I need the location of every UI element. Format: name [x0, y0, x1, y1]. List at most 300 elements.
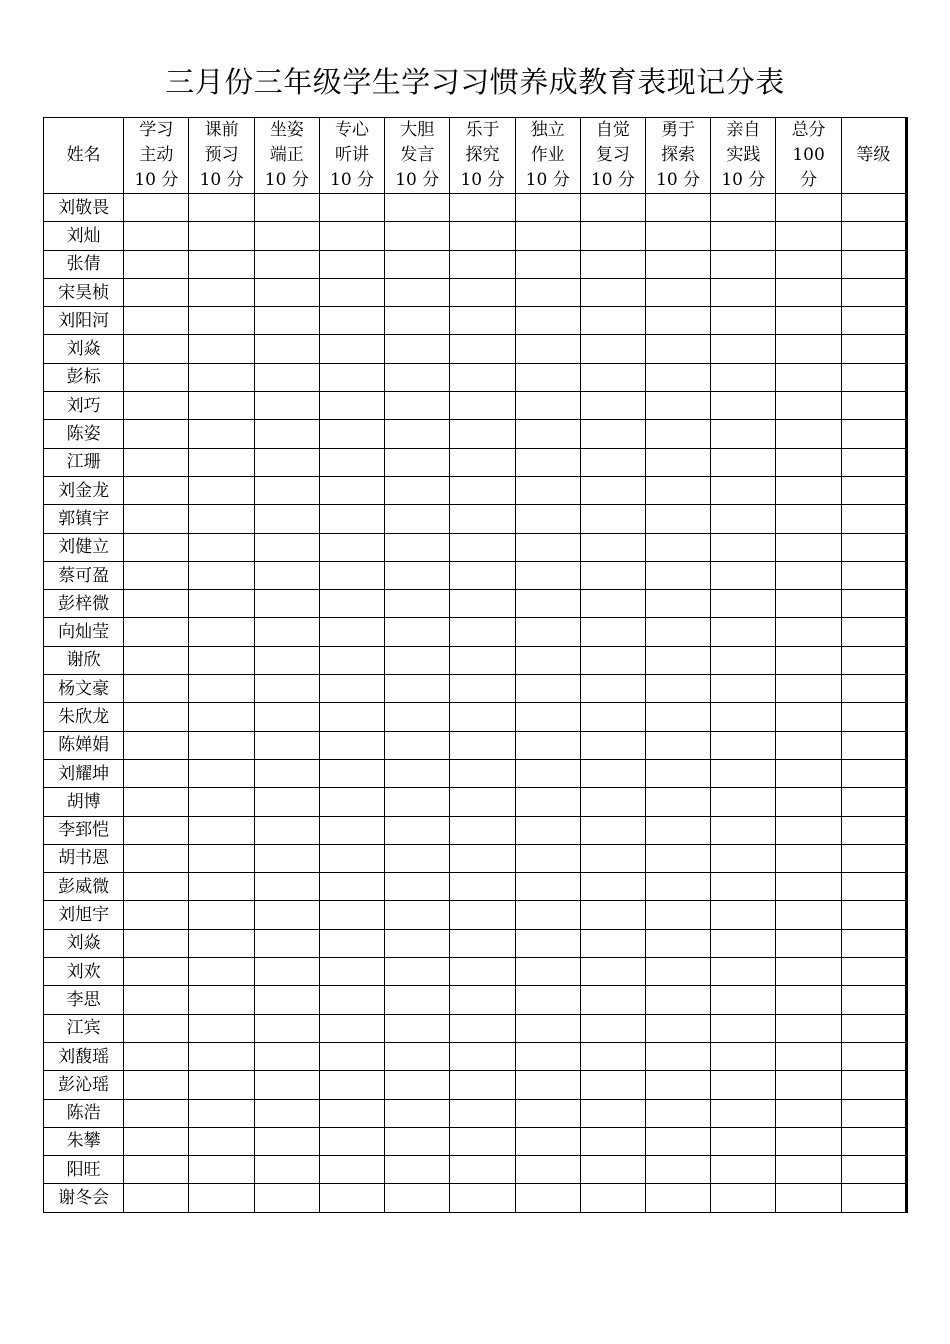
score-cell[interactable] [711, 1099, 776, 1127]
score-cell[interactable] [776, 986, 841, 1014]
score-cell[interactable] [385, 1127, 450, 1155]
score-cell[interactable] [580, 505, 645, 533]
score-cell[interactable] [124, 448, 189, 476]
score-cell[interactable] [124, 1071, 189, 1099]
score-cell[interactable] [450, 1099, 515, 1127]
score-cell[interactable] [776, 646, 841, 674]
score-cell[interactable] [711, 222, 776, 250]
score-cell[interactable] [254, 816, 319, 844]
score-cell[interactable] [189, 646, 254, 674]
score-cell[interactable] [515, 873, 580, 901]
score-cell[interactable] [450, 844, 515, 872]
score-cell[interactable] [319, 1071, 384, 1099]
score-cell[interactable] [515, 1071, 580, 1099]
score-cell[interactable] [254, 703, 319, 731]
score-cell[interactable] [580, 533, 645, 561]
grade-cell[interactable] [841, 646, 906, 674]
score-cell[interactable] [254, 533, 319, 561]
score-cell[interactable] [646, 788, 711, 816]
grade-cell[interactable] [841, 505, 906, 533]
score-cell[interactable] [711, 675, 776, 703]
score-cell[interactable] [385, 675, 450, 703]
score-cell[interactable] [385, 476, 450, 504]
score-cell[interactable] [189, 335, 254, 363]
score-cell[interactable] [385, 448, 450, 476]
score-cell[interactable] [580, 618, 645, 646]
score-cell[interactable] [385, 958, 450, 986]
score-cell[interactable] [580, 476, 645, 504]
grade-cell[interactable] [841, 533, 906, 561]
score-cell[interactable] [254, 1184, 319, 1212]
score-cell[interactable] [124, 618, 189, 646]
grade-cell[interactable] [841, 986, 906, 1014]
grade-cell[interactable] [841, 731, 906, 759]
score-cell[interactable] [189, 363, 254, 391]
grade-cell[interactable] [841, 1156, 906, 1184]
score-cell[interactable] [776, 703, 841, 731]
score-cell[interactable] [450, 929, 515, 957]
score-cell[interactable] [776, 250, 841, 278]
score-cell[interactable] [580, 278, 645, 306]
score-cell[interactable] [319, 675, 384, 703]
score-cell[interactable] [385, 703, 450, 731]
grade-cell[interactable] [841, 278, 906, 306]
score-cell[interactable] [450, 1071, 515, 1099]
score-cell[interactable] [450, 958, 515, 986]
score-cell[interactable] [776, 759, 841, 787]
score-cell[interactable] [385, 646, 450, 674]
score-cell[interactable] [385, 929, 450, 957]
score-cell[interactable] [580, 194, 645, 222]
score-cell[interactable] [515, 448, 580, 476]
score-cell[interactable] [319, 958, 384, 986]
score-cell[interactable] [580, 788, 645, 816]
grade-cell[interactable] [841, 1099, 906, 1127]
score-cell[interactable] [580, 958, 645, 986]
score-cell[interactable] [646, 222, 711, 250]
score-cell[interactable] [711, 816, 776, 844]
score-cell[interactable] [711, 363, 776, 391]
score-cell[interactable] [646, 873, 711, 901]
score-cell[interactable] [189, 844, 254, 872]
grade-cell[interactable] [841, 703, 906, 731]
score-cell[interactable] [450, 986, 515, 1014]
score-cell[interactable] [254, 1127, 319, 1155]
score-cell[interactable] [580, 1071, 645, 1099]
score-cell[interactable] [776, 420, 841, 448]
score-cell[interactable] [711, 788, 776, 816]
score-cell[interactable] [319, 1042, 384, 1070]
score-cell[interactable] [319, 590, 384, 618]
score-cell[interactable] [450, 533, 515, 561]
score-cell[interactable] [385, 816, 450, 844]
score-cell[interactable] [189, 1071, 254, 1099]
score-cell[interactable] [450, 788, 515, 816]
score-cell[interactable] [646, 448, 711, 476]
score-cell[interactable] [515, 1099, 580, 1127]
score-cell[interactable] [385, 788, 450, 816]
score-cell[interactable] [515, 929, 580, 957]
score-cell[interactable] [450, 901, 515, 929]
score-cell[interactable] [646, 1156, 711, 1184]
grade-cell[interactable] [841, 335, 906, 363]
score-cell[interactable] [124, 844, 189, 872]
score-cell[interactable] [776, 505, 841, 533]
score-cell[interactable] [646, 901, 711, 929]
score-cell[interactable] [124, 958, 189, 986]
score-cell[interactable] [711, 759, 776, 787]
score-cell[interactable] [580, 590, 645, 618]
score-cell[interactable] [385, 590, 450, 618]
score-cell[interactable] [646, 194, 711, 222]
score-cell[interactable] [189, 759, 254, 787]
score-cell[interactable] [580, 363, 645, 391]
score-cell[interactable] [515, 1156, 580, 1184]
score-cell[interactable] [124, 363, 189, 391]
score-cell[interactable] [776, 788, 841, 816]
score-cell[interactable] [515, 194, 580, 222]
score-cell[interactable] [515, 307, 580, 335]
score-cell[interactable] [319, 901, 384, 929]
grade-cell[interactable] [841, 194, 906, 222]
score-cell[interactable] [319, 448, 384, 476]
score-cell[interactable] [646, 1014, 711, 1042]
score-cell[interactable] [580, 1127, 645, 1155]
score-cell[interactable] [646, 731, 711, 759]
score-cell[interactable] [776, 844, 841, 872]
score-cell[interactable] [580, 307, 645, 335]
score-cell[interactable] [189, 222, 254, 250]
score-cell[interactable] [515, 1042, 580, 1070]
score-cell[interactable] [711, 901, 776, 929]
score-cell[interactable] [580, 986, 645, 1014]
score-cell[interactable] [450, 476, 515, 504]
score-cell[interactable] [711, 590, 776, 618]
score-cell[interactable] [450, 250, 515, 278]
score-cell[interactable] [776, 929, 841, 957]
score-cell[interactable] [385, 307, 450, 335]
score-cell[interactable] [189, 561, 254, 589]
score-cell[interactable] [646, 561, 711, 589]
score-cell[interactable] [450, 420, 515, 448]
score-cell[interactable] [254, 307, 319, 335]
score-cell[interactable] [515, 788, 580, 816]
score-cell[interactable] [189, 986, 254, 1014]
score-cell[interactable] [254, 222, 319, 250]
score-cell[interactable] [646, 335, 711, 363]
score-cell[interactable] [189, 1127, 254, 1155]
score-cell[interactable] [385, 1184, 450, 1212]
score-cell[interactable] [646, 703, 711, 731]
score-cell[interactable] [646, 533, 711, 561]
score-cell[interactable] [776, 675, 841, 703]
score-cell[interactable] [450, 1042, 515, 1070]
score-cell[interactable] [515, 618, 580, 646]
grade-cell[interactable] [841, 1071, 906, 1099]
score-cell[interactable] [124, 759, 189, 787]
score-cell[interactable] [776, 278, 841, 306]
score-cell[interactable] [450, 618, 515, 646]
score-cell[interactable] [189, 420, 254, 448]
score-cell[interactable] [124, 476, 189, 504]
score-cell[interactable] [319, 476, 384, 504]
score-cell[interactable] [254, 901, 319, 929]
score-cell[interactable] [319, 731, 384, 759]
score-cell[interactable] [776, 533, 841, 561]
score-cell[interactable] [776, 363, 841, 391]
score-cell[interactable] [189, 590, 254, 618]
score-cell[interactable] [515, 476, 580, 504]
score-cell[interactable] [711, 448, 776, 476]
score-cell[interactable] [776, 958, 841, 986]
score-cell[interactable] [189, 448, 254, 476]
score-cell[interactable] [124, 646, 189, 674]
score-cell[interactable] [646, 278, 711, 306]
score-cell[interactable] [711, 1071, 776, 1099]
score-cell[interactable] [711, 250, 776, 278]
score-cell[interactable] [646, 618, 711, 646]
score-cell[interactable] [254, 788, 319, 816]
score-cell[interactable] [580, 335, 645, 363]
grade-cell[interactable] [841, 476, 906, 504]
score-cell[interactable] [124, 278, 189, 306]
score-cell[interactable] [515, 561, 580, 589]
score-cell[interactable] [319, 646, 384, 674]
score-cell[interactable] [385, 335, 450, 363]
score-cell[interactable] [711, 533, 776, 561]
score-cell[interactable] [124, 307, 189, 335]
score-cell[interactable] [580, 1042, 645, 1070]
score-cell[interactable] [124, 731, 189, 759]
score-cell[interactable] [319, 1156, 384, 1184]
score-cell[interactable] [776, 731, 841, 759]
score-cell[interactable] [319, 222, 384, 250]
score-cell[interactable] [711, 646, 776, 674]
score-cell[interactable] [385, 1071, 450, 1099]
grade-cell[interactable] [841, 816, 906, 844]
score-cell[interactable] [515, 731, 580, 759]
score-cell[interactable] [646, 250, 711, 278]
score-cell[interactable] [319, 533, 384, 561]
score-cell[interactable] [776, 590, 841, 618]
score-cell[interactable] [189, 929, 254, 957]
score-cell[interactable] [124, 505, 189, 533]
score-cell[interactable] [515, 363, 580, 391]
score-cell[interactable] [450, 505, 515, 533]
score-cell[interactable] [711, 844, 776, 872]
score-cell[interactable] [646, 1042, 711, 1070]
score-cell[interactable] [515, 675, 580, 703]
score-cell[interactable] [124, 590, 189, 618]
score-cell[interactable] [776, 1127, 841, 1155]
score-cell[interactable] [646, 392, 711, 420]
score-cell[interactable] [189, 1014, 254, 1042]
score-cell[interactable] [776, 1042, 841, 1070]
score-cell[interactable] [319, 759, 384, 787]
score-cell[interactable] [711, 731, 776, 759]
score-cell[interactable] [711, 307, 776, 335]
score-cell[interactable] [711, 958, 776, 986]
score-cell[interactable] [385, 986, 450, 1014]
score-cell[interactable] [189, 816, 254, 844]
score-cell[interactable] [580, 703, 645, 731]
score-cell[interactable] [776, 816, 841, 844]
grade-cell[interactable] [841, 250, 906, 278]
score-cell[interactable] [124, 561, 189, 589]
score-cell[interactable] [254, 929, 319, 957]
score-cell[interactable] [580, 222, 645, 250]
score-cell[interactable] [254, 1071, 319, 1099]
score-cell[interactable] [580, 844, 645, 872]
score-cell[interactable] [776, 618, 841, 646]
score-cell[interactable] [319, 307, 384, 335]
score-cell[interactable] [385, 505, 450, 533]
score-cell[interactable] [254, 675, 319, 703]
score-cell[interactable] [776, 335, 841, 363]
score-cell[interactable] [385, 533, 450, 561]
score-cell[interactable] [319, 420, 384, 448]
score-cell[interactable] [319, 561, 384, 589]
score-cell[interactable] [580, 392, 645, 420]
score-cell[interactable] [711, 618, 776, 646]
score-cell[interactable] [515, 505, 580, 533]
score-cell[interactable] [385, 250, 450, 278]
score-cell[interactable] [254, 476, 319, 504]
score-cell[interactable] [254, 873, 319, 901]
score-cell[interactable] [515, 844, 580, 872]
score-cell[interactable] [515, 533, 580, 561]
score-cell[interactable] [319, 986, 384, 1014]
score-cell[interactable] [711, 986, 776, 1014]
score-cell[interactable] [646, 844, 711, 872]
score-cell[interactable] [646, 929, 711, 957]
score-cell[interactable] [646, 986, 711, 1014]
score-cell[interactable] [711, 505, 776, 533]
score-cell[interactable] [189, 675, 254, 703]
score-cell[interactable] [580, 929, 645, 957]
score-cell[interactable] [450, 222, 515, 250]
grade-cell[interactable] [841, 307, 906, 335]
score-cell[interactable] [189, 307, 254, 335]
score-cell[interactable] [254, 1099, 319, 1127]
score-cell[interactable] [515, 646, 580, 674]
score-cell[interactable] [515, 1184, 580, 1212]
score-cell[interactable] [450, 759, 515, 787]
score-cell[interactable] [124, 1184, 189, 1212]
score-cell[interactable] [711, 335, 776, 363]
score-cell[interactable] [646, 1099, 711, 1127]
score-cell[interactable] [776, 1071, 841, 1099]
score-cell[interactable] [189, 1184, 254, 1212]
score-cell[interactable] [515, 703, 580, 731]
score-cell[interactable] [711, 1014, 776, 1042]
score-cell[interactable] [254, 958, 319, 986]
grade-cell[interactable] [841, 222, 906, 250]
score-cell[interactable] [254, 590, 319, 618]
score-cell[interactable] [580, 561, 645, 589]
score-cell[interactable] [124, 335, 189, 363]
score-cell[interactable] [254, 250, 319, 278]
score-cell[interactable] [646, 759, 711, 787]
score-cell[interactable] [711, 420, 776, 448]
score-cell[interactable] [450, 1184, 515, 1212]
score-cell[interactable] [450, 363, 515, 391]
score-cell[interactable] [319, 505, 384, 533]
score-cell[interactable] [319, 618, 384, 646]
score-cell[interactable] [124, 788, 189, 816]
score-cell[interactable] [189, 731, 254, 759]
score-cell[interactable] [319, 1014, 384, 1042]
score-cell[interactable] [124, 194, 189, 222]
score-cell[interactable] [254, 392, 319, 420]
score-cell[interactable] [124, 1042, 189, 1070]
score-cell[interactable] [254, 194, 319, 222]
score-cell[interactable] [189, 278, 254, 306]
score-cell[interactable] [385, 901, 450, 929]
score-cell[interactable] [450, 194, 515, 222]
score-cell[interactable] [385, 618, 450, 646]
score-cell[interactable] [776, 1156, 841, 1184]
score-cell[interactable] [515, 901, 580, 929]
score-cell[interactable] [385, 561, 450, 589]
score-cell[interactable] [711, 1184, 776, 1212]
score-cell[interactable] [515, 335, 580, 363]
score-cell[interactable] [580, 1014, 645, 1042]
score-cell[interactable] [646, 420, 711, 448]
score-cell[interactable] [319, 816, 384, 844]
score-cell[interactable] [580, 448, 645, 476]
score-cell[interactable] [711, 561, 776, 589]
score-cell[interactable] [319, 873, 384, 901]
score-cell[interactable] [124, 675, 189, 703]
score-cell[interactable] [646, 505, 711, 533]
score-cell[interactable] [580, 1156, 645, 1184]
score-cell[interactable] [385, 1014, 450, 1042]
score-cell[interactable] [319, 250, 384, 278]
score-cell[interactable] [189, 1042, 254, 1070]
score-cell[interactable] [124, 1156, 189, 1184]
score-cell[interactable] [124, 873, 189, 901]
score-cell[interactable] [254, 278, 319, 306]
score-cell[interactable] [711, 1156, 776, 1184]
score-cell[interactable] [580, 759, 645, 787]
score-cell[interactable] [124, 533, 189, 561]
score-cell[interactable] [776, 476, 841, 504]
grade-cell[interactable] [841, 448, 906, 476]
score-cell[interactable] [580, 873, 645, 901]
score-cell[interactable] [254, 731, 319, 759]
score-cell[interactable] [450, 392, 515, 420]
score-cell[interactable] [385, 420, 450, 448]
score-cell[interactable] [319, 1127, 384, 1155]
score-cell[interactable] [124, 250, 189, 278]
score-cell[interactable] [124, 901, 189, 929]
score-cell[interactable] [189, 476, 254, 504]
score-cell[interactable] [776, 448, 841, 476]
score-cell[interactable] [776, 561, 841, 589]
score-cell[interactable] [515, 278, 580, 306]
score-cell[interactable] [776, 307, 841, 335]
score-cell[interactable] [580, 675, 645, 703]
score-cell[interactable] [580, 250, 645, 278]
score-cell[interactable] [385, 731, 450, 759]
score-cell[interactable] [776, 222, 841, 250]
score-cell[interactable] [646, 307, 711, 335]
score-cell[interactable] [189, 1156, 254, 1184]
score-cell[interactable] [646, 363, 711, 391]
score-cell[interactable] [450, 278, 515, 306]
score-cell[interactable] [450, 307, 515, 335]
